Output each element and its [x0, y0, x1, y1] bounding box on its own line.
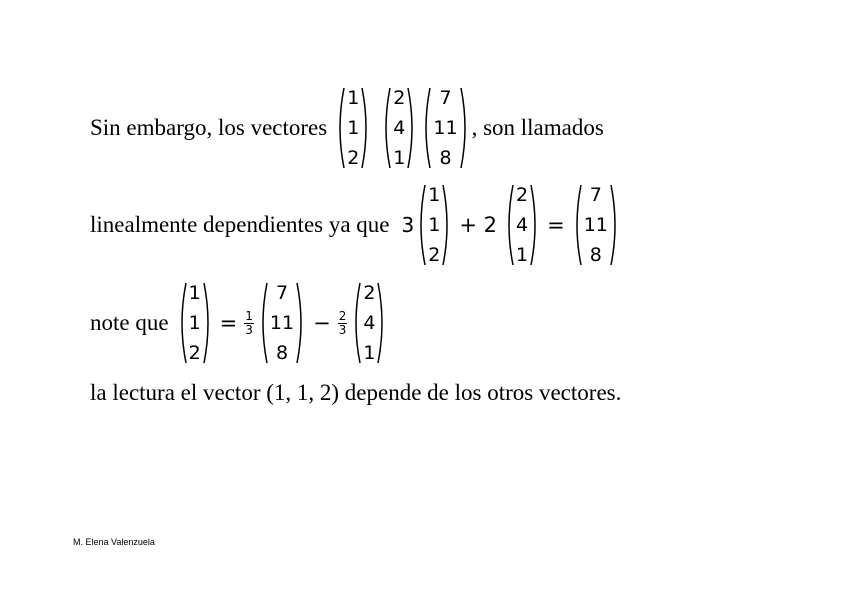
column-vector [381, 86, 417, 170]
vector-entry: 2 [363, 282, 376, 304]
author-footer: M. Elena Valenzuela [73, 537, 155, 547]
equals-sign: = [547, 213, 565, 237]
column-vector [335, 86, 371, 170]
vector-entry: 2 [516, 184, 529, 206]
vector-entry: 8 [275, 342, 289, 364]
column-vector [351, 281, 387, 365]
vector-entry: 8 [589, 244, 602, 266]
sentence-line-2 [90, 183, 622, 267]
vector-entry: 1 [516, 244, 529, 266]
column-vector [258, 281, 306, 365]
vector-entry: 1 [188, 282, 201, 304]
plus-two-operator: + 2 [459, 213, 497, 237]
vector-entry: 1 [347, 87, 360, 109]
vector-entry: 1 [428, 184, 441, 206]
vector-entry: 1 [428, 214, 441, 236]
vector-entry: 2 [428, 244, 441, 266]
line-2-text: linealmente dependientes ya que [90, 212, 390, 237]
fraction-two-thirds [338, 310, 348, 337]
fraction-numerator: 1 [245, 308, 253, 323]
line-4-text: la lectura el vector (1, 1, 2) depende de los otros vectores. [90, 380, 622, 405]
column-vector [177, 281, 213, 365]
vector-entry: 1 [363, 342, 376, 364]
fraction-numerator: 2 [338, 308, 347, 323]
vector-entry: 4 [393, 117, 406, 139]
vector-entry: 7 [275, 282, 289, 304]
vector-entry: 1 [393, 147, 406, 169]
sentence-line-3 [90, 281, 389, 365]
line-1-intro-text: Sin embargo, los vectores [90, 115, 328, 140]
vector-entry: 2 [188, 342, 201, 364]
vector-entry: 1 [347, 117, 360, 139]
vector-entry: 11 [433, 117, 458, 139]
minus-sign: − [313, 311, 331, 335]
vector-entry: 4 [516, 214, 529, 236]
fraction-denominator: 3 [338, 322, 347, 337]
column-vector [572, 183, 620, 267]
fraction-one-third [244, 310, 254, 337]
sentence-line-4 [90, 380, 621, 406]
vector-entry: 11 [583, 214, 608, 236]
vector-entry: 4 [363, 312, 376, 334]
coefficient-3: 3 [401, 213, 415, 237]
equals-sign: = [219, 311, 238, 335]
line-1-trailing-text: , son llamados [471, 115, 604, 140]
fraction-denominator: 3 [245, 322, 253, 337]
sentence-line-1 [90, 86, 604, 170]
vector-entry: 1 [188, 312, 201, 334]
vector-entry: 2 [393, 87, 406, 109]
column-vector [416, 183, 452, 267]
vector-entry: 2 [347, 147, 360, 169]
vector-entry: 8 [439, 147, 452, 169]
vector-entry: 7 [589, 184, 602, 206]
vector-entry: 7 [439, 87, 452, 109]
line-3-text: note que [90, 310, 169, 335]
column-vector [504, 183, 540, 267]
column-vector [421, 86, 469, 170]
vector-entry: 11 [269, 312, 295, 334]
